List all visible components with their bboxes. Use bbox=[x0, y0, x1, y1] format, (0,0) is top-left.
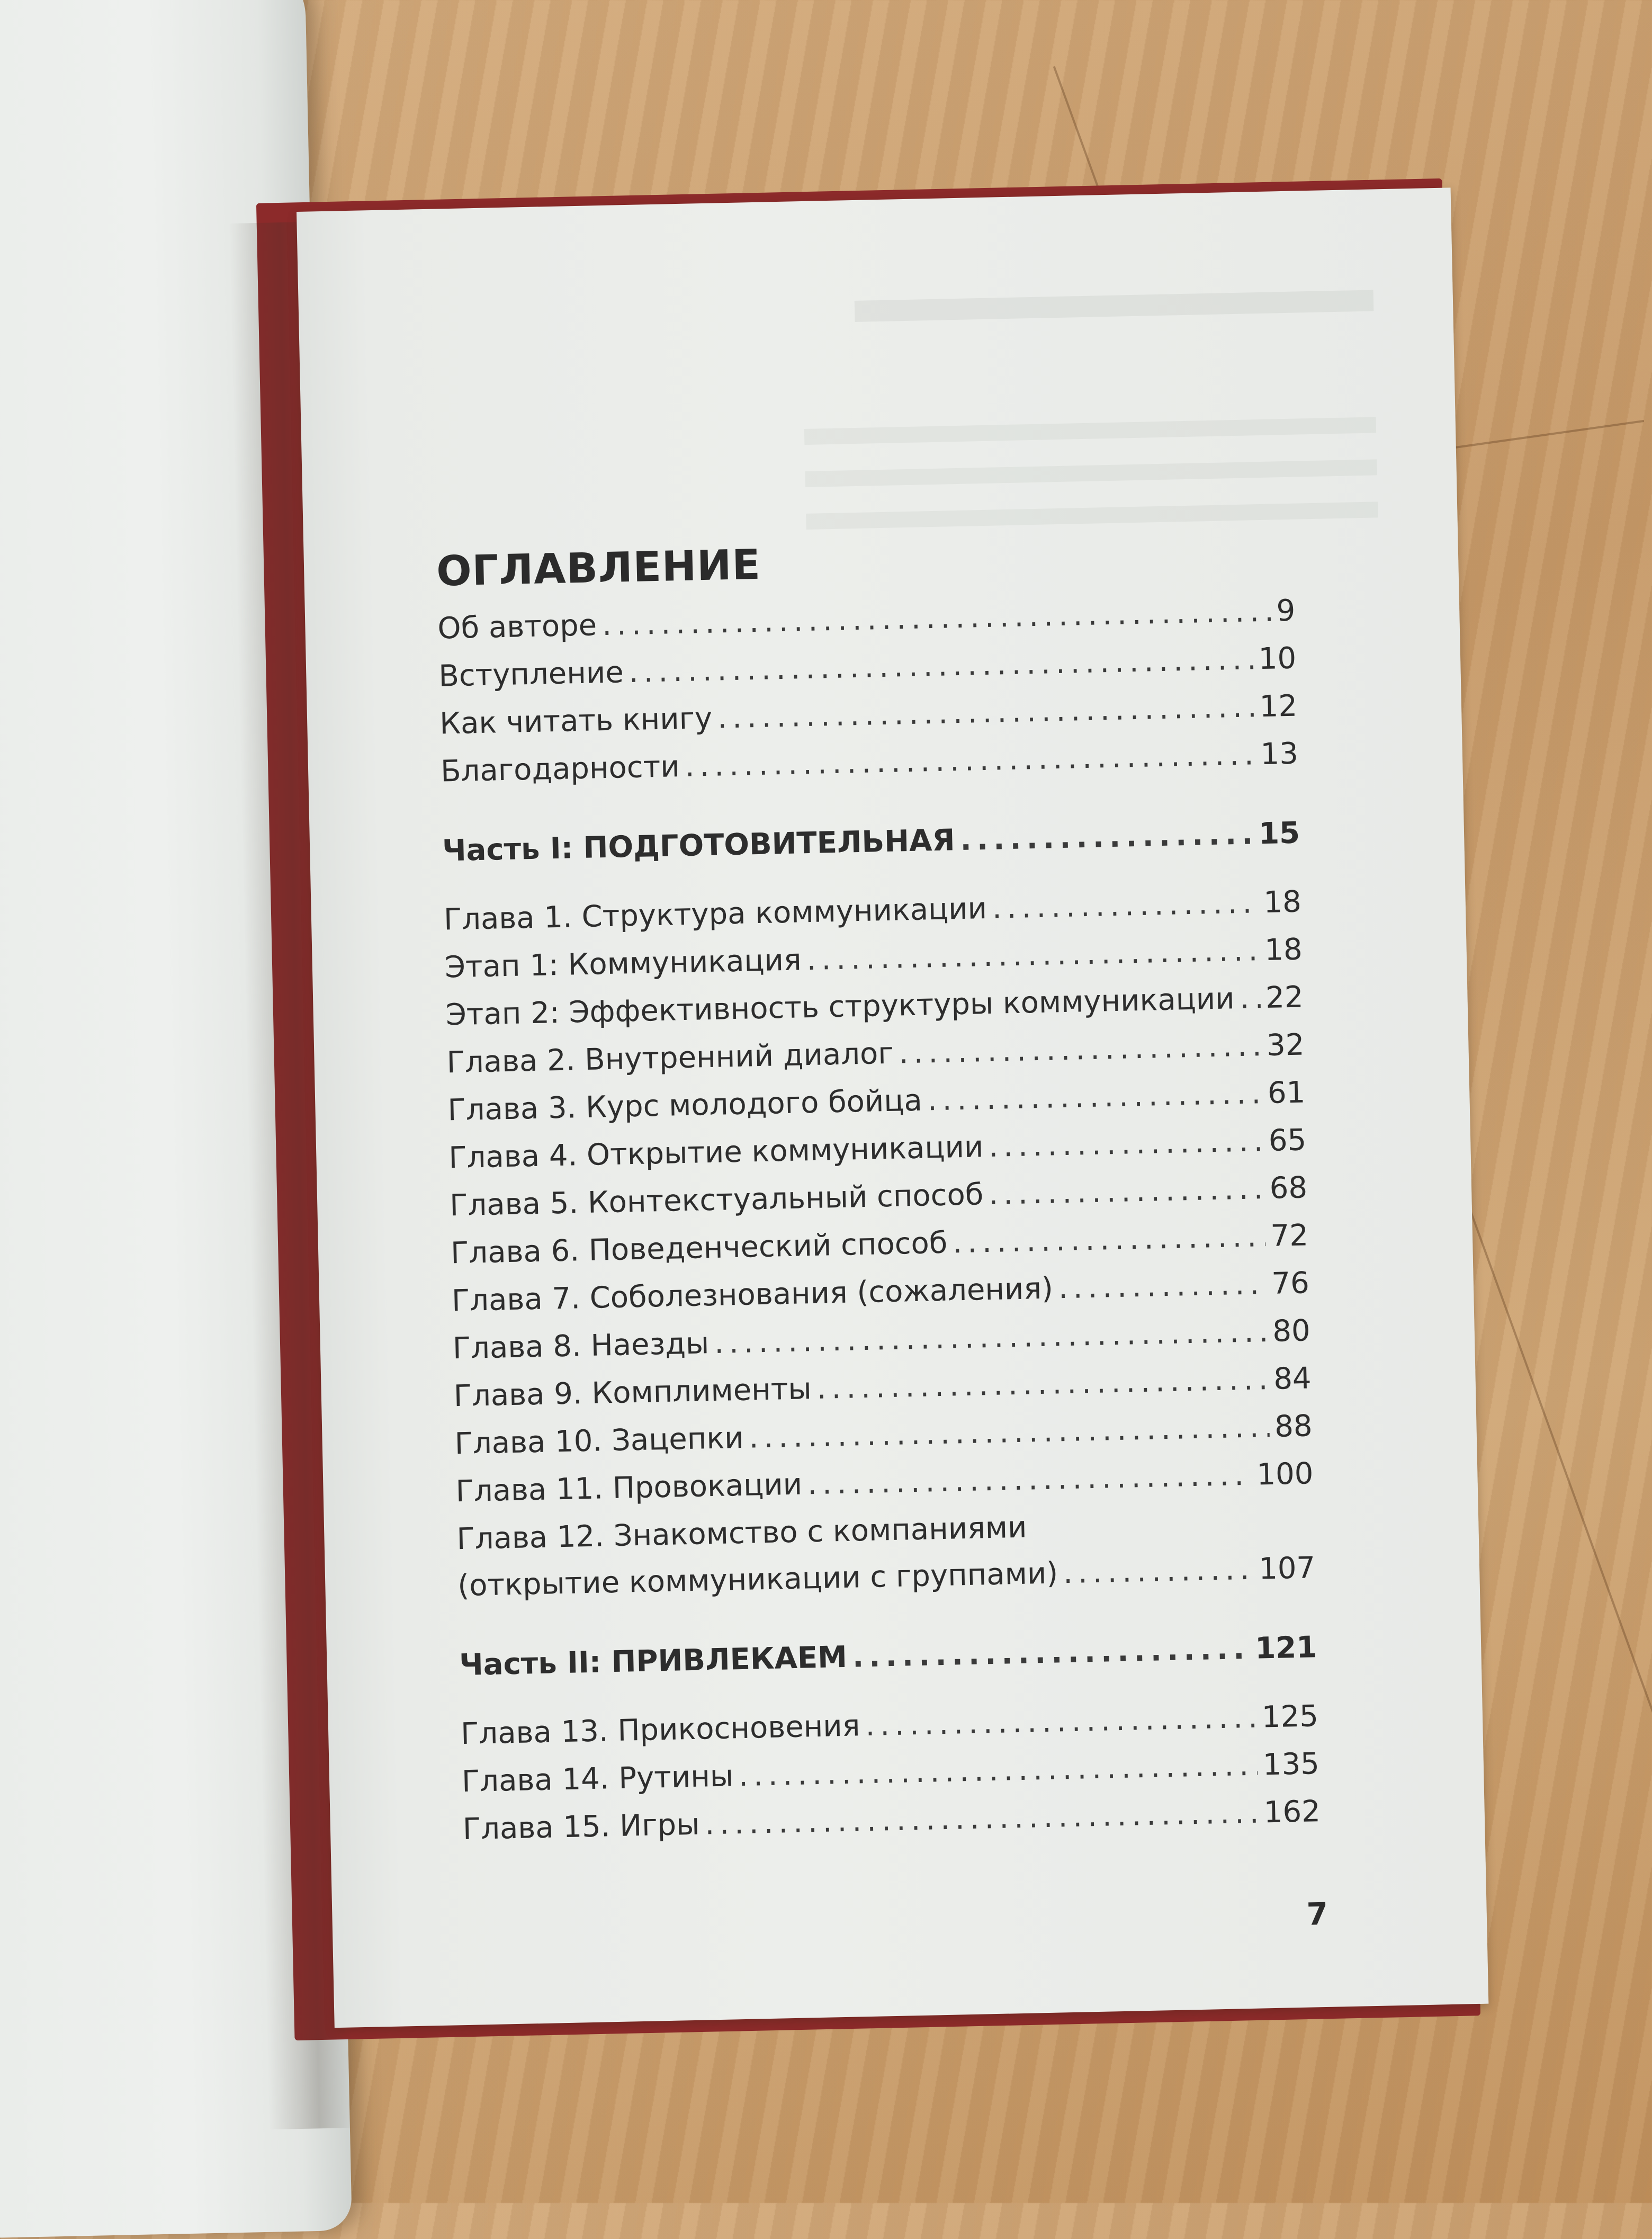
leader-dots bbox=[1058, 1267, 1267, 1305]
toc-entry-page: 9 bbox=[1276, 593, 1296, 629]
leader-dots bbox=[989, 1124, 1264, 1164]
leader-dots bbox=[899, 1028, 1262, 1070]
toc-entry-page: 135 bbox=[1262, 1747, 1320, 1783]
toc-entry-page: 32 bbox=[1266, 1027, 1305, 1063]
leader-dots bbox=[927, 1076, 1263, 1117]
toc-entry-page: 18 bbox=[1263, 884, 1302, 920]
leader-dots bbox=[1240, 981, 1261, 1016]
toc-entry-label: Глава 8. Наезды bbox=[452, 1326, 710, 1366]
toc-entry-page: 84 bbox=[1273, 1361, 1312, 1396]
leader-dots bbox=[865, 1700, 1257, 1743]
toc-entry-page: 10 bbox=[1258, 641, 1297, 677]
toc-entry-label: Глава 1. Структура коммуникации bbox=[443, 891, 987, 937]
toc-entry-label: Глава 13. Прикосновения bbox=[460, 1708, 860, 1752]
leader-dots bbox=[992, 885, 1259, 926]
leader-dots bbox=[852, 1632, 1250, 1674]
toc-part-page: 121 bbox=[1254, 1630, 1317, 1666]
toc-entry-page: 12 bbox=[1259, 688, 1298, 724]
toc-entry-page: 100 bbox=[1256, 1456, 1314, 1492]
toc-entry-page: 18 bbox=[1264, 932, 1303, 968]
toc-entry-label: Глава 4. Открытие коммуникации bbox=[448, 1130, 984, 1176]
toc-entry-page: 80 bbox=[1272, 1313, 1311, 1349]
toc-entry-label: Благодарности bbox=[440, 749, 680, 789]
toc-part-heading bbox=[442, 816, 1301, 882]
toc-entry-page: 76 bbox=[1271, 1266, 1310, 1301]
toc-entry-label: Как читать книгу bbox=[439, 701, 713, 741]
toc-entry-page: 88 bbox=[1274, 1409, 1313, 1444]
show-through bbox=[855, 290, 1374, 322]
toc-entry-label: Вступление bbox=[438, 655, 624, 694]
toc-part-heading bbox=[459, 1630, 1318, 1696]
toc-entry-label: Об авторе bbox=[437, 608, 597, 646]
leader-dots bbox=[960, 817, 1254, 857]
toc-entry-label: Глава 3. Курс молодого бойца bbox=[447, 1083, 923, 1128]
leader-dots bbox=[953, 1219, 1266, 1260]
book-page bbox=[297, 187, 1488, 2028]
toc-entry-page: 65 bbox=[1268, 1123, 1307, 1158]
show-through bbox=[806, 501, 1378, 530]
toc-entry-label: Глава 12. Знакомство с компаниями bbox=[456, 1510, 1028, 1557]
toc-entry-label: Глава 15. Игры bbox=[462, 1807, 700, 1847]
show-through bbox=[804, 417, 1376, 445]
leader-dots bbox=[989, 1171, 1265, 1212]
toc-entry-label: Этап 2: Эффективность структуры коммуникации bbox=[445, 981, 1235, 1033]
toc-entry-page: 72 bbox=[1270, 1218, 1309, 1253]
toc-entry-page: 125 bbox=[1261, 1699, 1319, 1735]
toc-entry-label: Глава 2. Внутренний диалог bbox=[446, 1036, 894, 1080]
leader-dots bbox=[1063, 1552, 1254, 1591]
table-of-contents bbox=[437, 594, 1321, 1860]
toc-entry-label: Глава 14. Рутины bbox=[461, 1759, 734, 1799]
toc-part-label: Часть I: ПОДГОТОВИТЕЛЬНАЯ bbox=[442, 823, 956, 868]
toc-entry-label: Глава 7. Соболезнования (сожаления) bbox=[451, 1271, 1054, 1319]
toc-entry-page: 162 bbox=[1263, 1794, 1321, 1830]
leader-dots bbox=[601, 594, 1271, 642]
page-number: 7 bbox=[1306, 1895, 1328, 1932]
toc-entry-label: Глава 6. Поведенческий способ bbox=[450, 1225, 948, 1271]
toc-entry-page: 22 bbox=[1265, 980, 1304, 1015]
toc-title: ОГЛАВЛЕНИЕ bbox=[436, 541, 761, 596]
toc-entry-label: Глава 10. Зацепки bbox=[454, 1420, 744, 1462]
toc-part-page: 15 bbox=[1258, 816, 1300, 852]
toc-part-label: Часть II: ПРИВЛЕКАЕМ bbox=[459, 1640, 848, 1683]
toc-entry-label: (открытие коммуникации с группами) bbox=[457, 1556, 1058, 1604]
toc-entry-label: Глава 11. Провокации bbox=[455, 1467, 803, 1509]
toc-entry-page: 61 bbox=[1267, 1075, 1306, 1110]
toc-entry-page: 68 bbox=[1269, 1170, 1308, 1206]
toc-entry-label: Глава 5. Контекстуальный способ bbox=[449, 1177, 984, 1223]
toc-entry-page: 13 bbox=[1260, 736, 1299, 772]
toc-entry-label: Этап 1: Коммуникация bbox=[444, 943, 802, 985]
toc-entry-page: 107 bbox=[1258, 1551, 1316, 1587]
show-through bbox=[805, 459, 1377, 487]
toc-entry-label: Глава 9. Комплименты bbox=[453, 1372, 812, 1414]
